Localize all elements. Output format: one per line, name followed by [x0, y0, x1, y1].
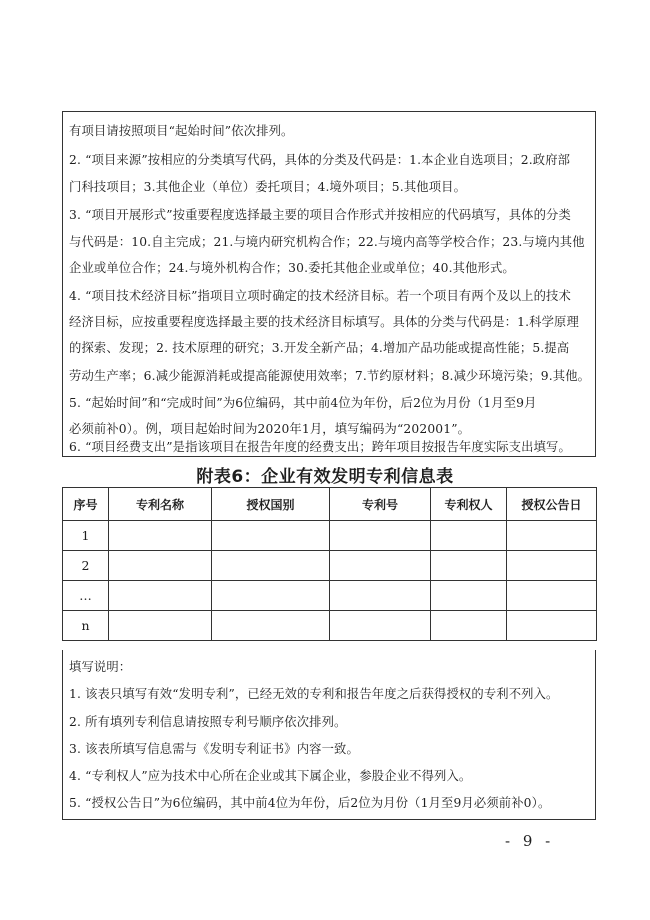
note-line: 必须前补0）。例，项目起始时间为2020年1月，填写编码为“202001”。	[69, 422, 471, 436]
cell-patent-name	[109, 521, 212, 551]
cell-patent-name	[109, 611, 212, 641]
cell-seq: 2	[63, 551, 109, 581]
page-number: - 9 -	[505, 832, 555, 850]
note-line: 劳动生产率；6.减少能源消耗或提高能源使用效率；7.节约原材料；8.减少环境污染；9.其他。	[69, 369, 591, 383]
fill-line: 1. 该表只填写有效“发明专利”，已经无效的专利和报告年度之后获得授权的专利不列入。	[69, 687, 559, 701]
table-row	[63, 611, 597, 641]
note-line: 与代码是：10.自主完成；21.与境内研究机构合作；22.与境内高等学校合作；23.与境内其他	[69, 235, 585, 249]
patent-info-table	[62, 487, 597, 641]
header-patent-number: 专利号	[330, 488, 431, 521]
note-line: 2. “项目来源”按相应的分类填写代码，具体的分类及代码是：1.本企业自选项目；2.政府部	[69, 153, 571, 167]
table-row	[63, 581, 597, 611]
cell-patentee	[431, 551, 507, 581]
cell-grant-date	[507, 521, 597, 551]
cell-grant-country	[212, 611, 330, 641]
header-grant-country: 授权国别	[212, 488, 330, 521]
note-line: 5. “起始时间”和“完成时间”为6位编码，其中前4位为年份，后2位为月份（1月至9月	[69, 396, 537, 410]
note-line: 4. “项目技术经济目标”指项目立项时确定的技术经济目标。若一个项目有两个及以上的技术	[69, 289, 571, 303]
header-patentee: 专利权人	[431, 488, 507, 521]
cell-patent-name	[109, 551, 212, 581]
fill-line: 4. “专利权人”应为技术中心所在企业或其下属企业，参股企业不得列入。	[69, 769, 472, 783]
table-row	[63, 551, 597, 581]
fill-line: 3. 该表所填写信息需与《发明专利证书》内容一致。	[69, 742, 359, 756]
cell-patentee	[431, 521, 507, 551]
fill-line: 2. 所有填列专利信息请按照专利号顺序依次排列。	[69, 715, 347, 729]
cell-patent-number	[330, 611, 431, 641]
fill-line: 5. “授权公告日”为6位编码，其中前4位为年份，后2位为月份（1月至9月必须前补0）。	[69, 796, 551, 810]
note-line: 经济目标，应按重要程度选择最主要的技术经济目标填写。具体的分类与代码是：1.科学原理	[69, 315, 579, 329]
cell-grant-country	[212, 551, 330, 581]
cell-grant-date	[507, 581, 597, 611]
cell-seq: n	[63, 611, 109, 641]
cell-patent-number	[330, 521, 431, 551]
cell-patent-name	[109, 581, 212, 611]
fill-heading: 填写说明：	[69, 660, 132, 674]
header-patent-name: 专利名称	[109, 488, 212, 521]
cell-patentee	[431, 581, 507, 611]
header-seq: 序号	[63, 488, 109, 521]
cell-seq: …	[63, 581, 109, 611]
cell-grant-country	[212, 581, 330, 611]
note-line: 企业或单位合作；24.与境外机构合作；30.委托其他企业或单位；40.其他形式。	[69, 261, 515, 275]
table-row	[63, 521, 597, 551]
notes-box	[62, 111, 596, 457]
table-header-row	[63, 488, 597, 521]
note-line: 有项目请按照项目“起始时间”依次排列。	[69, 124, 294, 138]
fill-instructions-box	[62, 650, 596, 820]
note-line: 门科技项目；3.其他企业（单位）委托项目；4.境外项目；5.其他项目。	[69, 180, 467, 194]
header-grant-date: 授权公告日	[507, 488, 597, 521]
note-line: 6. “项目经费支出”是指该项目在报告年度的经费支出；跨年项目按报告年度实际支出填写。	[69, 440, 571, 454]
note-line: 的探索、发现；2. 技术原理的研究；3.开发全新产品；4.增加产品功能或提高性能；5.提高	[69, 341, 570, 355]
cell-patentee	[431, 611, 507, 641]
note-line: 3. “项目开展形式”按重要程度选择最主要的项目合作形式并按相应的代码填写，具体的分类	[69, 208, 571, 222]
cell-seq: 1	[63, 521, 109, 551]
cell-grant-country	[212, 521, 330, 551]
cell-patent-number	[330, 581, 431, 611]
cell-grant-date	[507, 551, 597, 581]
cell-grant-date	[507, 611, 597, 641]
table-title: 附表6：企业有效发明专利信息表	[196, 467, 454, 487]
cell-patent-number	[330, 551, 431, 581]
